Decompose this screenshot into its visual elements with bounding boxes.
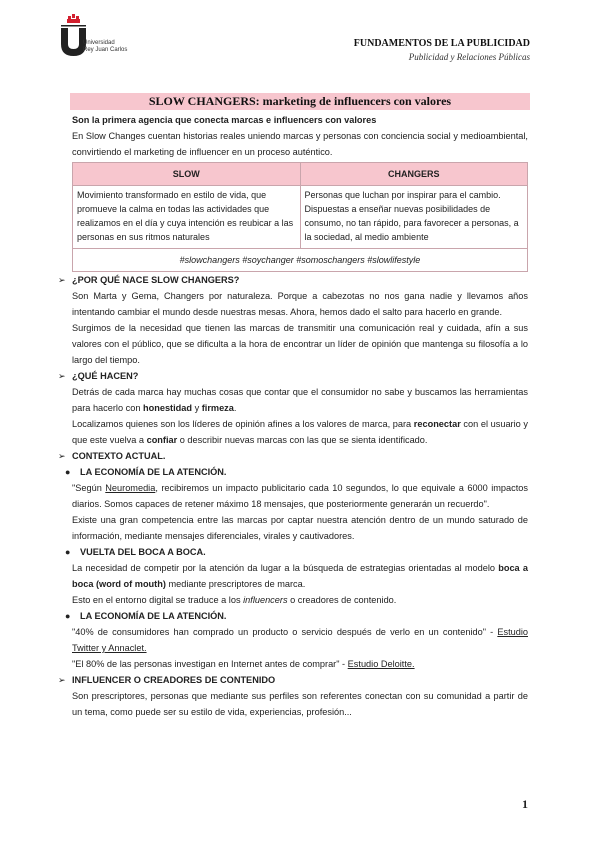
paragraph: "El 80% de las personas investigan en Internet antes de comprar" - Estudio Deloitte. [72,659,415,669]
neuromedia-link[interactable]: Neuromedia [105,483,156,493]
paragraph: "40% de consumidores han comprado un producto o servicio después de verlo en un contenido" - Estudio Twitter y Annaclet. [72,627,528,653]
intro-text: En Slow Changes cuentan historias reales uniendo marcas y personas con conciencia social y medioambiental, convirtiendo el marketing de influencer en un proceso auténtico. [72,131,528,157]
section-heading: ➢ CONTEXTO ACTUAL. [58,448,528,464]
paragraph: Son Marta y Gema, Changers por naturaleza. Porque a cabezotas no nos gana nadie y llevamos años intentando cambiar el mundo desde nuestras mesas. Ahora, hemos dado el salto para hacerlo en grande. [72,291,528,317]
paragraph: Esto en el entorno digital se traduce a los influencers o creadores de contenido. [72,595,397,605]
bullet-heading: ● LA ECONOMÍA DE LA ATENCIÓN. [65,608,528,624]
section-heading: ➢ INFLUENCER O CREADORES DE CONTENIDO [58,672,528,688]
table-header-slow: SLOW [73,163,301,186]
twitter-study-link[interactable]: Estudio Twitter y Annaclet. [72,627,528,653]
bullet-icon: ● [65,547,71,557]
bullet-heading: ● VUELTA DEL BOCA A BOCA. [65,544,528,560]
page-number: 1 [522,797,528,811]
university-name: Universidad Rey Juan Carlos [83,40,128,53]
paragraph: Son prescriptores, personas que mediante sus perfiles son referentes conectan con su comunidad a partir de un tema, como puede ser su estilo de vida, experiencias, profesión... [72,691,528,717]
table-cell-changers: Personas que luchan por inspirar para el cambio. Dispuestas a enseñar nuevas posibilidades de consumo, no tan rápido, para favorecer a personas, a la sociedad, al medio ambiente [300,186,528,249]
bullet-icon: ● [65,467,71,477]
bullet-heading: ● LA ECONOMÍA DE LA ATENCIÓN. [65,464,528,480]
paragraph: Detrás de cada marca hay muchas cosas que contar que el consumidor no sabe y buscamos las herramientas para hacerlo con honestidad y firmeza. [72,387,528,413]
section-heading: ➢ ¿POR QUÉ NACE SLOW CHANGERS? [58,272,528,288]
paragraph: Surgimos de la necesidad que tienen las marcas de transmitir una comunicación real y cuidada, afín a sus valores con el público, que se dificulta a la hora de encontrar un líder de opinión que mantenga su filosofía a lo largo del tiempo. [72,323,528,365]
document-title: SLOW CHANGERS: marketing de influencers con valores [70,93,530,110]
course-subtitle: Publicidad y Relaciones Públicas [408,52,530,62]
paragraph: Existe una gran competencia entre las marcas por captar nuestra atención dentro de un mundo saturado de información, mediante mensajes diferenciales, virales y cautivadores. [72,515,528,541]
table-cell-slow: Movimiento transformado en estilo de vida, que promueve la calma en todas las actividades que realizamos en el día y cuya intención es reubicar a las personas en sus ritmos naturales [73,186,301,249]
intro-lead: Son la primera agencia que conecta marcas e influencers con valores [72,115,377,125]
paragraph: Localizamos quienes son los líderes de opinión afines a los valores de marca, para reconectar con el usuario y que este vuelva a confiar o describir nuevas marcas con las que se sienta identificado. [72,419,528,445]
paragraph: La necesidad de competir por la atención da lugar a la búsqueda de estrategias orientadas al modelo boca a boca (word of mouth) mediante prescriptores de marca. [72,563,528,589]
arrow-icon: ➢ [58,371,66,381]
bullet-icon: ● [65,611,71,621]
paragraph: "Según Neuromedia, recibiremos un impacto publicitario cada 10 segundos, lo que equivale a 6000 impactos diarios. Somos capaces de retener máximo 18 mensajes, que posteriormente generarán un recuerdo". [72,483,528,509]
table-header-changers: CHANGERS [300,163,528,186]
arrow-icon: ➢ [58,451,66,461]
course-title: FUNDAMENTOS DE LA PUBLICIDAD [353,38,530,49]
arrow-icon: ➢ [58,275,66,285]
arrow-icon: ➢ [58,675,66,685]
document-body [58,112,528,720]
section-heading: ➢ ¿QUÉ HACEN? [58,368,528,384]
hashtags: #slowchangers #soychanger #somoschangers #slowlifestyle [73,249,528,272]
deloitte-study-link[interactable]: Estudio Deloitte. [347,659,415,669]
slow-changers-table [72,162,528,272]
